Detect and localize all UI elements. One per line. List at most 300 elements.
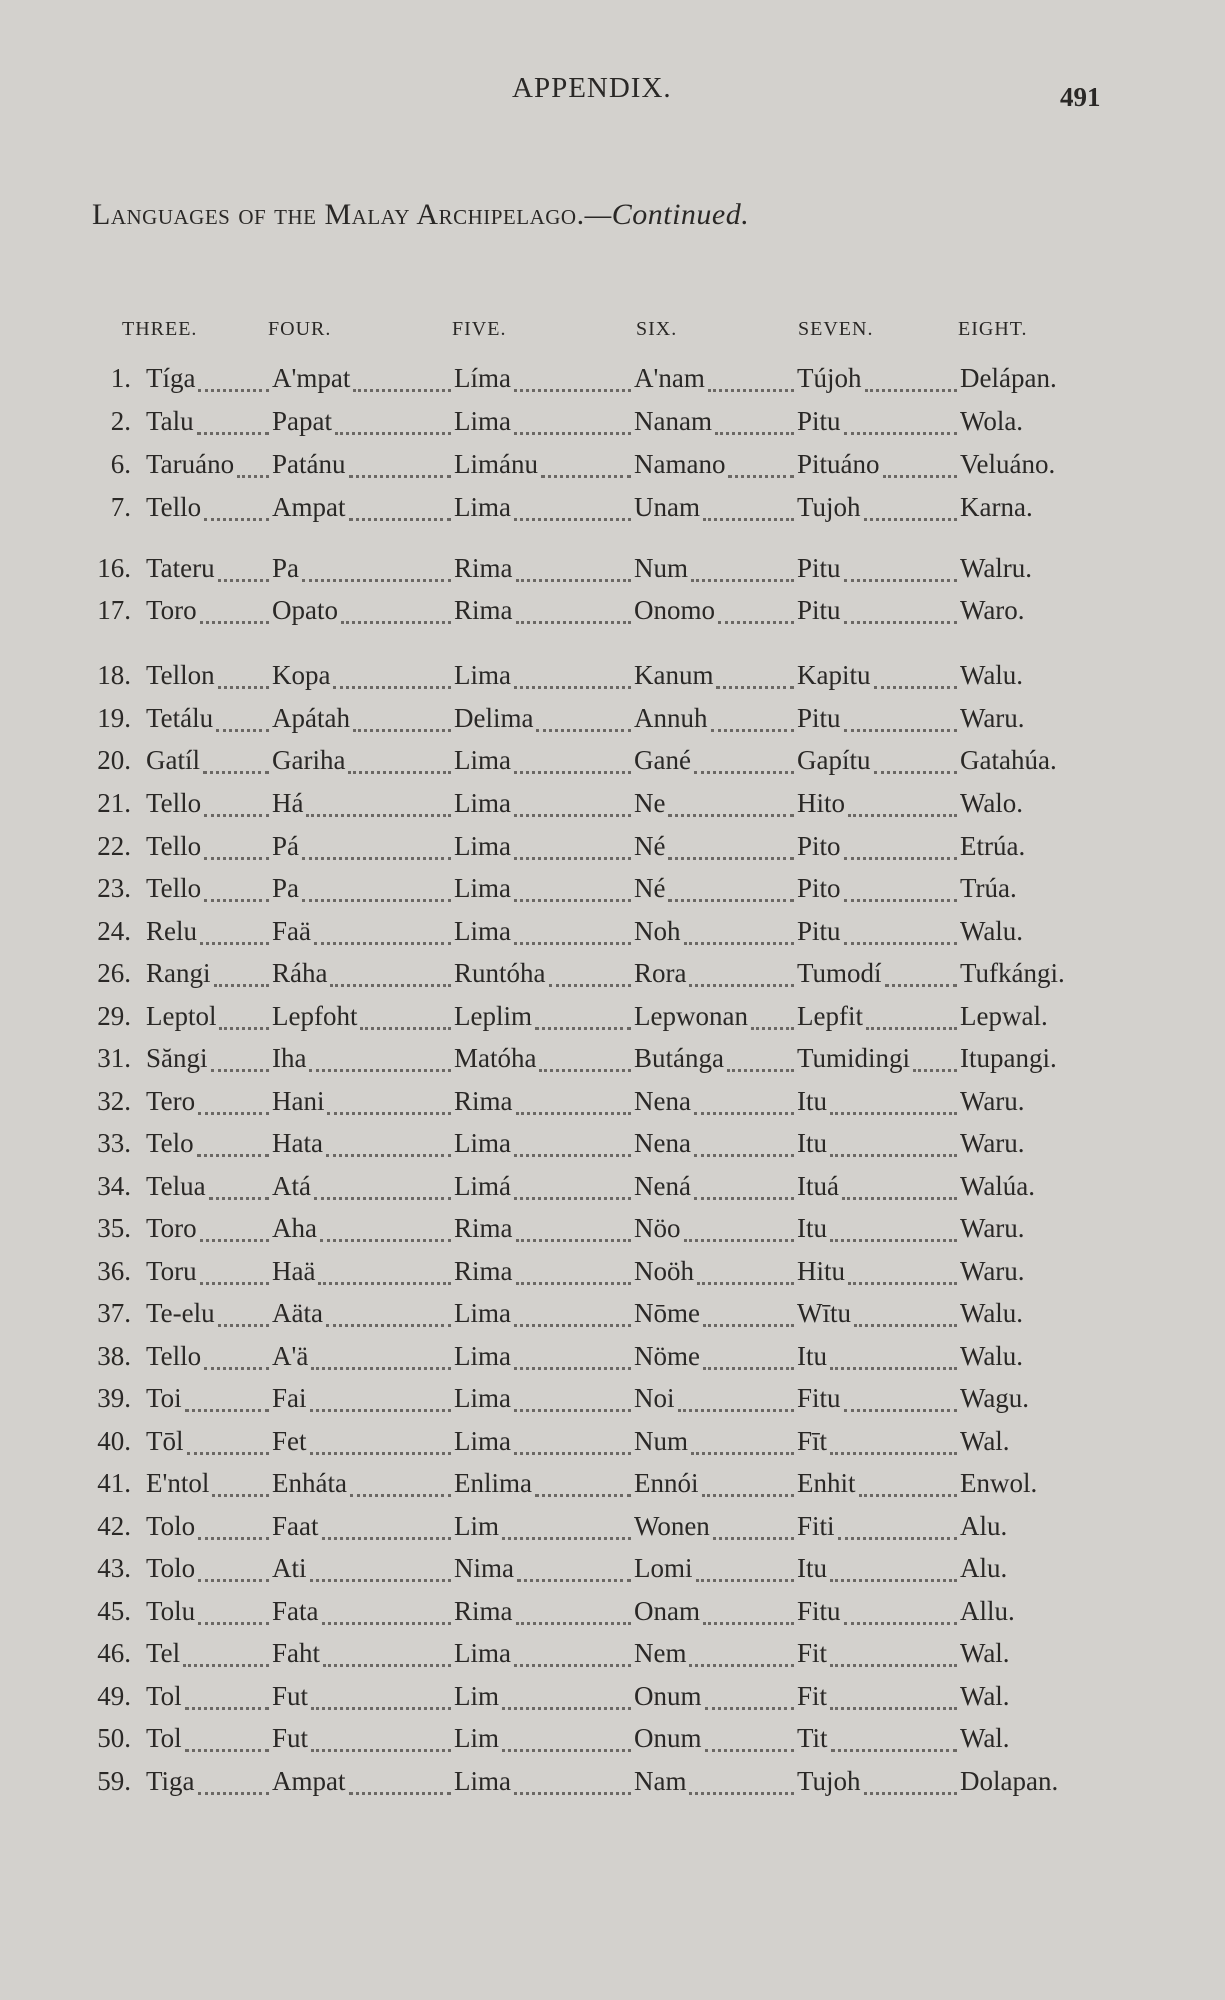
dot-leader [865,389,957,392]
table-heading [92,198,749,232]
table-row [0,595,1225,635]
word-five: Líma [454,363,511,393]
word-three: Tetálu [146,703,214,733]
table-row [0,1468,1225,1508]
column-header-five: FIVE. [452,318,507,340]
dot-leader [514,432,631,435]
dot-leader [535,1027,631,1030]
dot-leader [691,1452,794,1455]
word-eight: Wal. [960,1426,1010,1456]
word-four: Hani [272,1086,325,1116]
word-seven: Hitu [797,1256,846,1286]
dot-leader [678,1409,794,1412]
word-eight: Delápan. [960,363,1057,393]
word-six: Gané [634,745,691,775]
row-number: 24. [97,916,131,946]
word-eight: Itupangi. [960,1043,1057,1073]
dot-leader [204,1367,269,1370]
word-seven: Pito [797,873,841,903]
running-head [0,72,1225,112]
word-three: Tero [146,1086,196,1116]
word-five: Lima [454,492,511,522]
column-header-three: THREE. [122,318,198,340]
table-row [0,553,1225,593]
word-four: Pa [272,873,299,903]
dot-leader [830,1367,957,1370]
word-four: Haä [272,1256,316,1286]
word-five: Rima [454,1596,513,1626]
word-eight: Wal. [960,1723,1010,1753]
word-eight: Walu. [960,1341,1024,1371]
word-seven: Pitu [797,595,841,625]
dot-leader [322,1537,451,1540]
word-three: E'ntol [146,1468,210,1498]
row-number: 41. [97,1468,131,1498]
dot-leader [689,1792,794,1795]
word-four: Aäta [272,1298,323,1328]
word-seven: Enhit [797,1468,856,1498]
dot-leader [335,432,451,435]
dot-leader [830,1154,957,1157]
word-eight: Tufkángi. [960,958,1065,988]
word-five: Rima [454,1256,513,1286]
word-seven: Pitu [797,703,841,733]
word-four: Fet [272,1426,307,1456]
word-seven: Wītu [797,1298,851,1328]
word-four: Atá [272,1171,311,1201]
dot-leader [516,1622,631,1625]
dot-leader [516,1239,631,1242]
table-row [0,1086,1225,1126]
word-five: Rima [454,1086,513,1116]
word-four: Pá [272,831,299,861]
table-row [0,406,1225,446]
table-row [0,916,1225,956]
row-number: 26. [97,958,131,988]
word-three: Tōl [146,1426,184,1456]
word-four: Faat [272,1511,319,1541]
row-number: 6. [110,449,131,479]
dot-leader [831,1749,957,1752]
word-four: Fata [272,1596,319,1626]
dot-leader [348,771,451,774]
word-four: Aha [272,1213,317,1243]
dot-leader [708,389,794,392]
word-five: Delima [454,703,534,733]
word-four: Ráha [272,958,328,988]
dot-leader [684,942,794,945]
word-five: Rima [454,1213,513,1243]
dot-leader [200,1239,269,1242]
dot-leader [516,1112,631,1115]
dot-leader [197,432,269,435]
dot-leader [516,621,631,624]
word-six: Nená [634,1171,691,1201]
word-six: Butánga [634,1043,724,1073]
word-six: Nem [634,1638,687,1668]
word-six: Num [634,553,688,583]
dot-leader [514,389,631,392]
word-six: Né [634,831,666,861]
word-eight: Waro. [960,595,1025,625]
dot-leader [333,686,451,689]
table-row [0,1511,1225,1551]
word-three: Leptol [146,1001,217,1031]
dot-leader [327,1112,451,1115]
word-eight: Waru. [960,1128,1025,1158]
dot-leader [514,1452,631,1455]
column-header-six: SIX. [636,318,678,340]
word-five: Lima [454,660,511,690]
word-seven: Tujoh [797,1766,861,1796]
dot-leader [198,1622,269,1625]
word-six: Lomi [634,1553,693,1583]
word-three: Telo [146,1128,194,1158]
word-four: Pa [272,553,299,583]
dot-leader [514,1664,631,1667]
word-three: Tello [146,492,202,522]
word-eight: Etrúa. [960,831,1026,861]
table-row [0,703,1225,743]
word-seven: Pitu [797,406,841,436]
word-six: Noi [634,1383,675,1413]
dot-leader [237,475,269,478]
dot-leader [209,1197,269,1200]
dot-leader [198,1579,269,1582]
word-four: A'mpat [272,363,351,393]
dot-leader [913,1069,957,1072]
dot-leader [536,729,631,732]
dot-leader [516,579,631,582]
dot-leader [218,579,269,582]
row-number: 18. [97,660,131,690]
dot-leader [185,1749,269,1752]
dot-leader [353,729,451,732]
word-five: Lima [454,916,511,946]
dot-leader [200,1282,269,1285]
dot-leader [838,1537,957,1540]
word-six: Namano [634,449,726,479]
dot-leader [330,984,451,987]
word-four: Fut [272,1681,309,1711]
dot-leader [502,1749,631,1752]
page-number: 491 [1060,82,1101,112]
word-five: Leplim [454,1001,532,1031]
word-six: Noöh [634,1256,694,1286]
word-seven: Itu [797,1128,827,1158]
dot-leader [854,1324,957,1327]
row-number: 59. [97,1766,131,1796]
dot-leader [514,1367,631,1370]
word-eight: Walúa. [960,1171,1036,1201]
table-row [0,363,1225,403]
word-seven: Pitu [797,553,841,583]
table-row [0,1001,1225,1041]
word-eight: Karna. [960,492,1033,522]
table-row [0,449,1225,489]
dot-leader [830,1452,957,1455]
dot-leader [514,1154,631,1157]
word-five: Nima [454,1553,514,1583]
row-number: 7. [110,492,131,522]
dot-leader [844,1409,957,1412]
table-row [0,1298,1225,1338]
word-eight: Enwol. [960,1468,1038,1498]
dot-leader [514,814,631,817]
dot-leader [830,1112,957,1115]
word-seven: Tumidingi [797,1043,911,1073]
word-eight: Walru. [960,553,1033,583]
dot-leader [844,857,957,860]
word-seven: Pitu [797,916,841,946]
word-seven: Lepfit [797,1001,863,1031]
dot-leader [514,899,631,902]
dot-leader [197,1154,269,1157]
word-five: Limánu [454,449,538,479]
dot-leader [703,518,794,521]
word-six: Lepwonan [634,1001,748,1031]
dot-leader [306,814,451,817]
word-seven: Pito [797,831,841,861]
row-number: 22. [97,831,131,861]
dot-leader [549,984,631,987]
dot-leader [517,1579,631,1582]
word-four: Faht [272,1638,321,1668]
dot-leader [848,814,957,817]
word-six: Onomo [634,595,715,625]
table-row [0,660,1225,700]
word-four: Fai [272,1383,307,1413]
dot-leader [198,389,269,392]
row-number: 46. [97,1638,131,1668]
dot-leader [694,1154,794,1157]
word-six: Nena [634,1086,691,1116]
word-four: Enháta [272,1468,347,1498]
dot-leader [830,1707,957,1710]
dot-leader [514,942,631,945]
word-three: Tiga [146,1766,195,1796]
dot-leader [514,686,631,689]
word-four: Opato [272,595,338,625]
word-eight: Wal. [960,1681,1010,1711]
dot-leader [310,1579,451,1582]
word-seven: Tit [797,1723,828,1753]
word-eight: Waru. [960,1213,1025,1243]
dot-leader [218,1324,269,1327]
word-seven: Fitu [797,1596,841,1626]
word-three: Tello [146,788,202,818]
table-row [0,1681,1225,1721]
word-five: Lima [454,788,511,818]
row-number: 42. [97,1511,131,1541]
word-four: Fut [272,1723,309,1753]
dot-leader [310,1452,451,1455]
dot-leader [842,1197,957,1200]
dot-leader [314,1197,451,1200]
word-three: Gatíl [146,745,200,775]
dot-leader [864,518,957,521]
word-six: Wonen [634,1511,710,1541]
dot-leader [514,771,631,774]
heading-main: Languages of the Malay Archipelago. [92,198,585,231]
dot-leader [204,518,269,521]
table-row [0,1341,1225,1381]
word-eight: Walu. [960,1298,1024,1328]
word-three: Tíga [146,363,196,393]
word-eight: Wal. [960,1638,1010,1668]
word-eight: Walu. [960,916,1024,946]
word-four: Faä [272,916,311,946]
word-three: Taruáno [146,449,235,479]
word-six: Onum [634,1681,702,1711]
word-six: Nōme [634,1298,700,1328]
row-number: 35. [97,1213,131,1243]
table-row [0,1553,1225,1593]
word-eight: Allu. [960,1596,1015,1626]
word-three: Relu [146,916,197,946]
row-number: 34. [97,1171,131,1201]
dot-leader [200,621,269,624]
row-number: 43. [97,1553,131,1583]
dot-leader [212,1494,269,1497]
dot-leader [198,1112,269,1115]
dot-leader [514,1792,631,1795]
dot-leader [874,686,957,689]
word-three: Tello [146,873,202,903]
table-row [0,1723,1225,1763]
word-five: Lim [454,1681,499,1711]
row-number: 49. [97,1681,131,1711]
dot-leader [360,1027,451,1030]
row-number: 17. [97,595,131,625]
dot-leader [318,1282,451,1285]
dot-leader [349,1792,451,1795]
dot-leader [844,579,957,582]
table-row [0,1256,1225,1296]
dot-leader [713,1537,794,1540]
dot-leader [703,1367,794,1370]
word-eight: Gatahúa. [960,745,1057,775]
word-five: Lima [454,745,511,775]
word-three: Tol [146,1681,182,1711]
word-three: Toru [146,1256,197,1286]
word-five: Rima [454,595,513,625]
word-six: Num [634,1426,688,1456]
dot-leader [715,432,794,435]
word-eight: Walo. [960,788,1024,818]
word-three: Tateru [146,553,215,583]
word-three: Tello [146,1341,202,1371]
dot-leader [349,475,451,478]
dot-leader [844,899,957,902]
word-six: Nam [634,1766,687,1796]
dot-leader [684,1239,794,1242]
word-seven: Hito [797,788,846,818]
table-row [0,1426,1225,1466]
word-three: Tel [146,1638,181,1668]
word-eight: Trúa. [960,873,1017,903]
word-six: Onum [634,1723,702,1753]
word-five: Matóha [454,1043,537,1073]
table-row [0,1043,1225,1083]
word-eight: Waru. [960,1256,1025,1286]
dot-leader [350,1494,451,1497]
dot-leader [185,1707,269,1710]
word-seven: Kapitu [797,660,871,690]
dot-leader [198,1537,269,1540]
word-five: Lima [454,1128,511,1158]
word-five: Lima [454,1298,511,1328]
word-five: Lim [454,1723,499,1753]
word-seven: Tújoh [797,363,862,393]
word-seven: Gapítu [797,745,871,775]
row-number: 32. [97,1086,131,1116]
dot-leader [864,1792,957,1795]
word-three: Te-elu [146,1298,215,1328]
word-six: Noh [634,916,681,946]
table-row [0,1383,1225,1423]
dot-leader [711,729,794,732]
word-eight: Alu. [960,1511,1008,1541]
dot-leader [689,1664,794,1667]
word-four: Apátah [272,703,350,733]
word-four: Kopa [272,660,331,690]
dot-leader [844,1622,957,1625]
row-number: 29. [97,1001,131,1031]
dot-leader [211,1069,269,1072]
dot-leader [716,686,794,689]
heading-continued: —Continued. [584,198,750,231]
word-six: A'nam [634,363,705,393]
dot-leader [183,1664,269,1667]
dot-leader [219,1027,269,1030]
word-six: Annuh [634,703,708,733]
dot-leader [694,1112,794,1115]
dot-leader [514,1197,631,1200]
dot-leader [691,579,794,582]
dot-leader [311,1367,451,1370]
dot-leader [844,621,957,624]
word-four: Papat [272,406,332,436]
word-seven: Tumodí [797,958,882,988]
table-row [0,1213,1225,1253]
row-number: 23. [97,873,131,903]
word-five: Limá [454,1171,511,1201]
dot-leader [322,1622,451,1625]
word-four: Patánu [272,449,346,479]
word-seven: Fit [797,1681,828,1711]
word-eight: Wagu. [960,1383,1030,1413]
word-four: Gariha [272,745,346,775]
word-three: Rangi [146,958,211,988]
word-four: Iha [272,1043,307,1073]
dot-leader [697,1282,794,1285]
dot-leader [668,814,794,817]
word-seven: Fit [797,1638,828,1668]
word-seven: Tujoh [797,492,861,522]
table-row [0,1171,1225,1211]
word-seven: Itu [797,1341,827,1371]
dot-leader [718,621,794,624]
dot-leader [514,1409,631,1412]
row-number: 20. [97,745,131,775]
dot-leader [323,1664,451,1667]
row-number: 45. [97,1596,131,1626]
word-three: Tolo [146,1511,196,1541]
row-number: 33. [97,1128,131,1158]
word-three: Toro [146,595,197,625]
dot-leader [541,475,631,478]
